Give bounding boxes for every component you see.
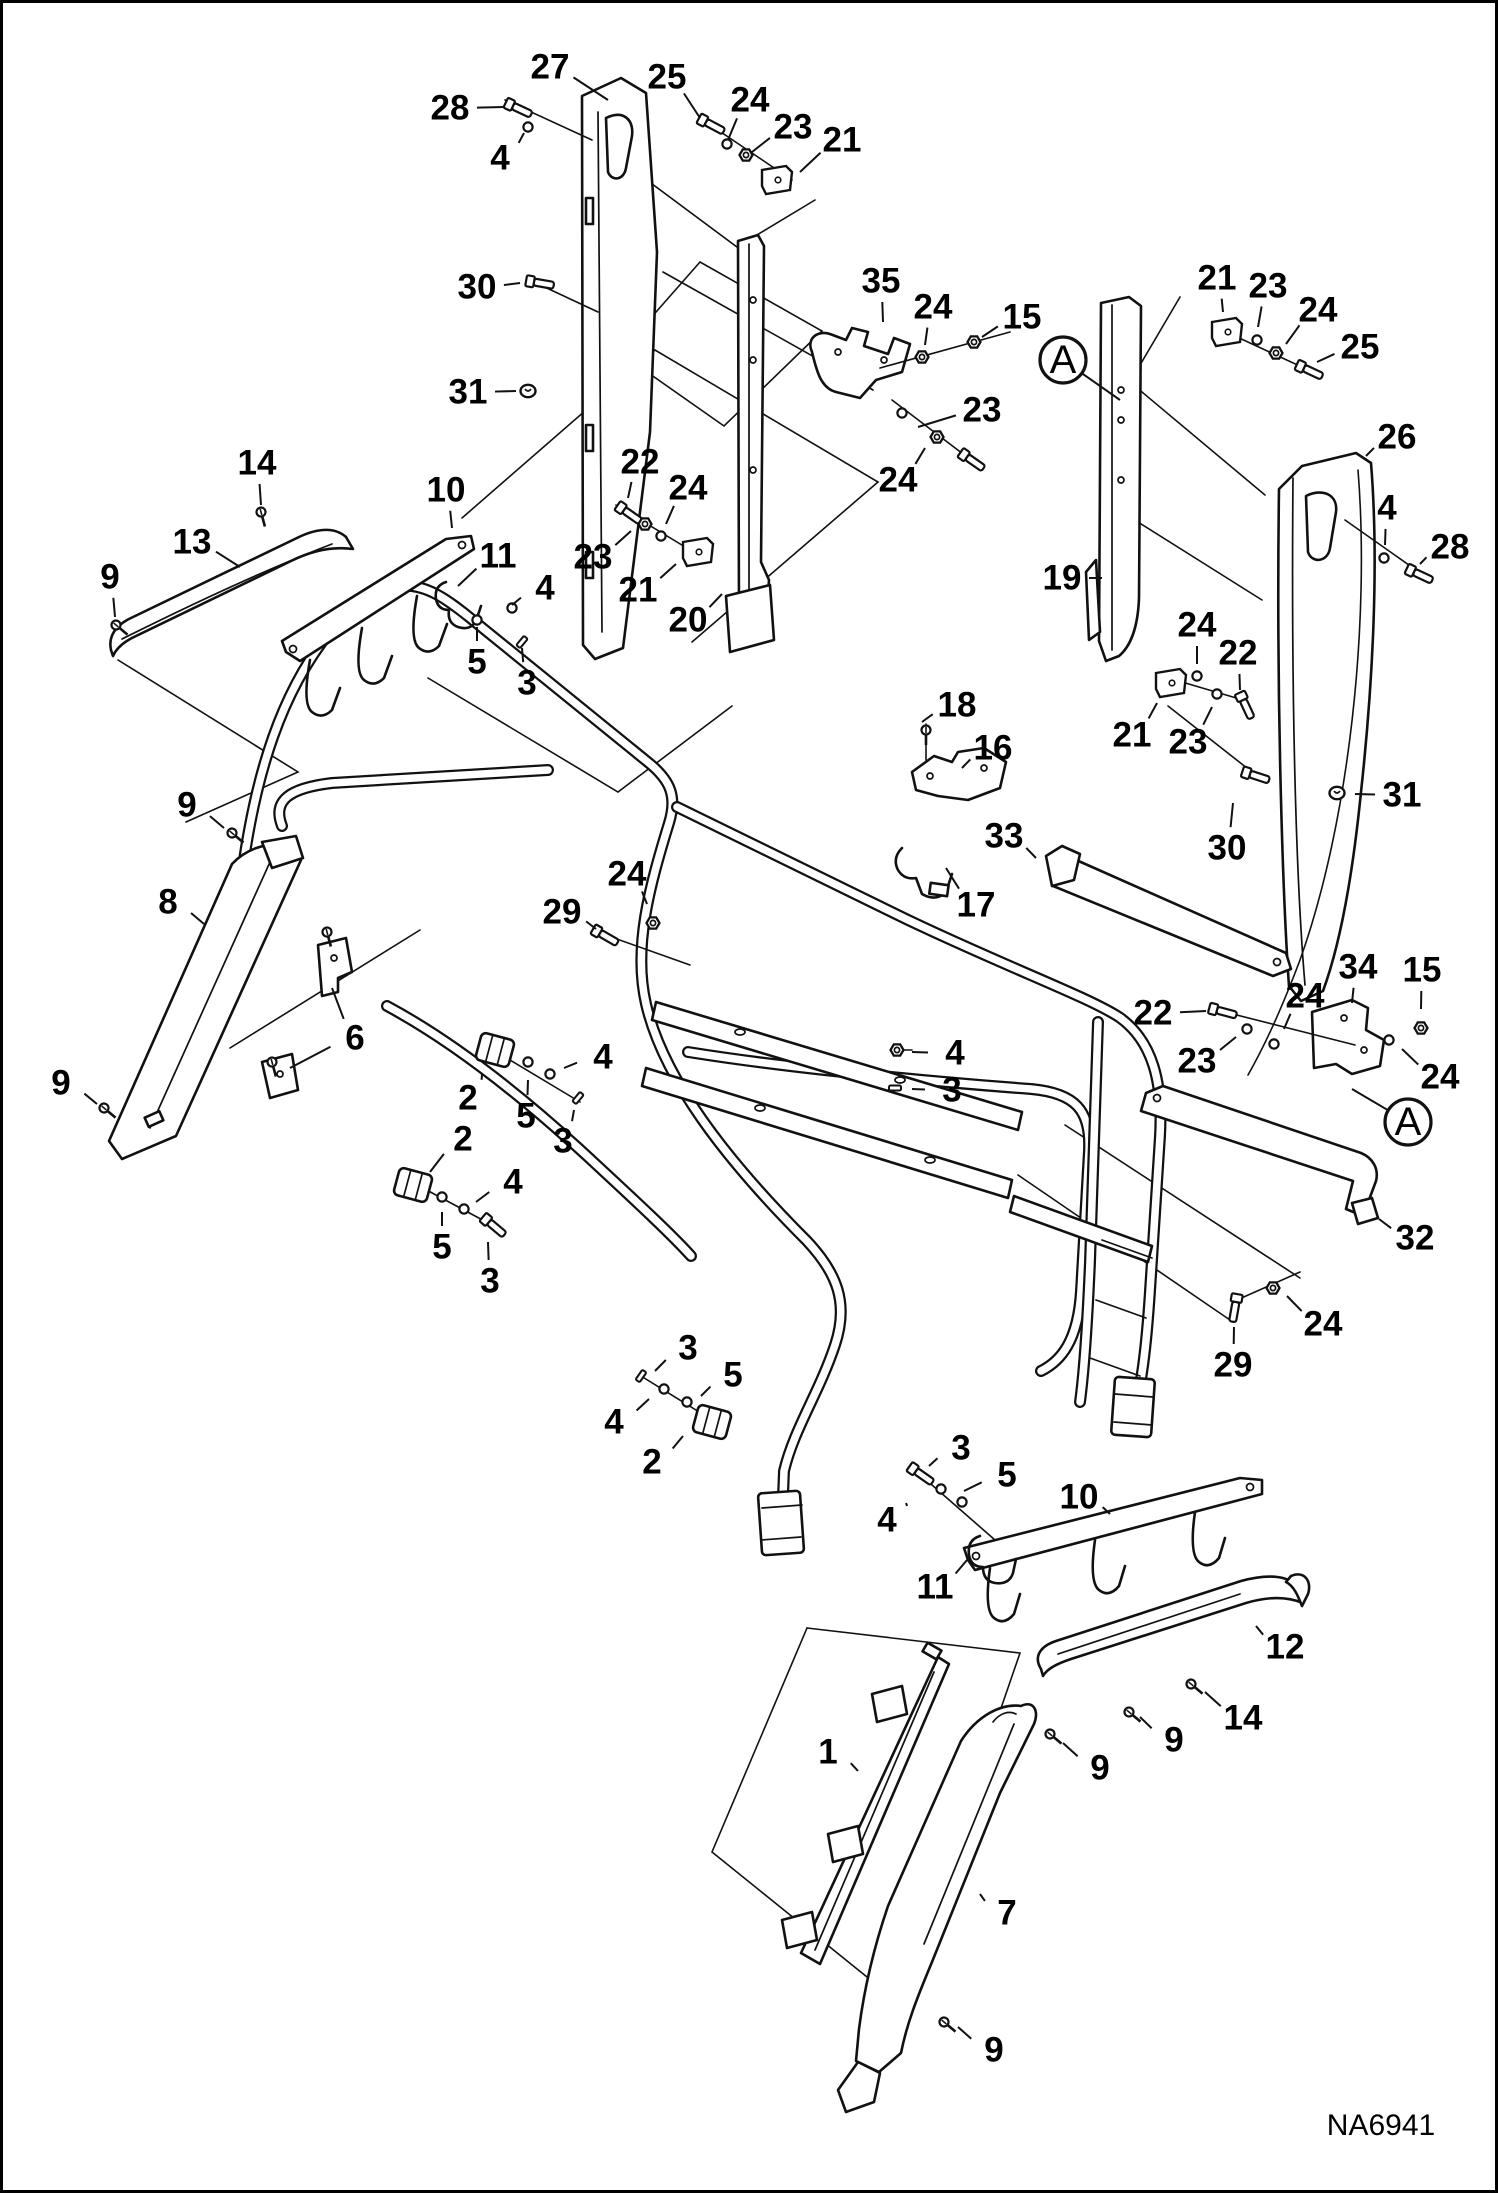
callout-label-22: 22 — [620, 442, 660, 482]
callout-label-24: 24 — [730, 80, 770, 120]
callout-label-28: 28 — [430, 88, 470, 128]
callout-leader — [882, 302, 883, 322]
callout-label-3: 3 — [678, 1328, 698, 1368]
callout-leader — [495, 391, 516, 392]
callout-label-23: 23 — [962, 390, 1002, 430]
hardware-bracket-icon — [762, 166, 792, 194]
callout-label-9: 9 — [177, 785, 197, 825]
callout-label-22: 22 — [1133, 993, 1173, 1033]
callout-label-24: 24 — [1420, 1057, 1460, 1097]
callout-leader — [912, 1052, 928, 1053]
callout-label-23: 23 — [773, 107, 813, 147]
callout-label-29: 29 — [542, 892, 582, 932]
hardware-washer-icon — [722, 139, 731, 148]
callout-label-21: 21 — [618, 570, 658, 610]
callout-label-4: 4 — [945, 1033, 965, 1073]
callout-label-34: 34 — [1338, 947, 1378, 987]
callout-label-27: 27 — [530, 47, 570, 87]
callout-label-4: 4 — [593, 1037, 613, 1077]
callout-label-22: 22 — [1218, 633, 1258, 673]
hardware-nut-icon — [931, 431, 944, 442]
callout-label-24: 24 — [668, 468, 708, 508]
callout-label-24: 24 — [1303, 1304, 1343, 1344]
callout-label-21: 21 — [1112, 715, 1152, 755]
callout-label-9: 9 — [100, 557, 120, 597]
callout-leader — [1385, 529, 1386, 545]
callout-leader — [522, 648, 523, 662]
callout-label-1: 1 — [818, 1732, 838, 1772]
callout-label-3: 3 — [480, 1261, 500, 1301]
callout-leader — [906, 1503, 907, 1506]
callout-label-5: 5 — [997, 1455, 1017, 1495]
callout-label-11: 11 — [479, 536, 517, 576]
callout-label-8: 8 — [158, 882, 178, 922]
callout-label-5: 5 — [467, 642, 487, 682]
callout-leader — [1239, 674, 1240, 690]
callout-label-31: 31 — [1382, 775, 1422, 815]
callout-label-23: 23 — [1248, 266, 1288, 306]
callout-leader — [488, 1242, 489, 1260]
callout-label-13: 13 — [172, 522, 212, 562]
callout-label-17: 17 — [956, 885, 996, 925]
callout-label-5: 5 — [723, 1355, 743, 1395]
callout-label-32: 32 — [1395, 1218, 1435, 1258]
callout-label-30: 30 — [457, 267, 497, 307]
hardware-washer-icon — [656, 531, 665, 540]
callout-label-4: 4 — [604, 1402, 624, 1442]
hardware-washer-icon — [545, 1069, 554, 1078]
callout-label-20: 20 — [668, 600, 708, 640]
callout-label-24: 24 — [1298, 290, 1338, 330]
callout-label-2: 2 — [453, 1119, 473, 1159]
callout-label-2: 2 — [642, 1442, 662, 1482]
callout-leader — [477, 107, 504, 108]
hardware-washer-icon — [523, 122, 532, 131]
callout-label-15: 15 — [1002, 297, 1042, 337]
hardware-grommet-icon — [521, 385, 536, 397]
hardware-washer-icon — [459, 1204, 468, 1213]
callout-leader — [1222, 299, 1223, 312]
hardware-nut-icon — [916, 351, 929, 362]
hardware-washer-icon — [897, 408, 906, 417]
callout-label-11: 11 — [916, 1567, 954, 1607]
callout-label-4: 4 — [1377, 488, 1397, 528]
callout-label-24: 24 — [1177, 605, 1217, 645]
callout-label-3: 3 — [942, 1070, 962, 1110]
hardware-nut-icon — [639, 518, 652, 529]
callout-label-19: 19 — [1042, 558, 1082, 598]
hardware-washer-icon — [1379, 553, 1388, 562]
callout-label-10: 10 — [426, 470, 466, 510]
hardware-washer-icon — [1212, 689, 1221, 698]
hardware-nut-icon — [1267, 1282, 1280, 1293]
hardware-washer-icon — [1242, 1024, 1251, 1033]
callout-label-4: 4 — [490, 138, 510, 178]
callout-label-31: 31 — [448, 372, 488, 412]
hardware-washer-icon — [437, 1192, 446, 1201]
callout-label-3: 3 — [951, 1428, 971, 1468]
callout-label-7: 7 — [997, 1893, 1017, 1933]
callout-label-23: 23 — [1177, 1041, 1217, 1081]
callout-leader — [1355, 794, 1375, 795]
hardware-nut-icon — [1415, 1022, 1428, 1033]
hardware-washer-icon — [1192, 671, 1201, 680]
hardware-washer-icon — [1384, 1035, 1393, 1044]
callout-label-24: 24 — [878, 460, 918, 500]
callout-label-3: 3 — [553, 1121, 573, 1161]
callout-label-23: 23 — [573, 537, 613, 577]
hardware-grommet-icon — [1330, 787, 1345, 799]
callout-label-26: 26 — [1377, 417, 1417, 457]
callout-label-9: 9 — [1164, 1720, 1184, 1760]
callout-label-9: 9 — [1090, 1748, 1110, 1788]
hardware-nut-icon — [891, 1044, 904, 1055]
callout-label-25: 25 — [647, 57, 687, 97]
hardware-washer-icon — [936, 1484, 945, 1493]
hardware-washer-icon — [1252, 335, 1261, 344]
callout-label-5: 5 — [516, 1096, 536, 1136]
callout-label-33: 33 — [984, 816, 1024, 856]
hardware-nut-icon — [740, 149, 753, 160]
callout-leader — [527, 1080, 528, 1095]
hardware-nut-icon — [968, 336, 981, 347]
hardware-washer-icon — [659, 1384, 668, 1393]
hardware-washer-icon — [682, 1397, 691, 1406]
callout-label-35: 35 — [861, 261, 901, 301]
callout-label-24: 24 — [913, 287, 953, 327]
callout-label-5: 5 — [432, 1227, 452, 1267]
callout-label-4: 4 — [877, 1500, 897, 1540]
callout-label-12: 12 — [1265, 1627, 1305, 1667]
callout-label-24: 24 — [607, 854, 647, 894]
callout-label-4: 4 — [535, 568, 555, 608]
hardware-washer-icon — [472, 615, 481, 624]
callout-label-24: 24 — [1285, 976, 1325, 1016]
callout-label-29: 29 — [1213, 1345, 1253, 1385]
callout-label-4: 4 — [503, 1162, 523, 1202]
callout-label-10: 10 — [1059, 1477, 1099, 1517]
hardware-bracket-icon — [1156, 669, 1186, 697]
callout-label-25: 25 — [1340, 327, 1380, 367]
callout-leader — [1180, 1011, 1206, 1012]
callout-label-21: 21 — [1197, 258, 1237, 298]
callout-label-28: 28 — [1430, 527, 1470, 567]
hardware-nut-icon — [647, 917, 660, 928]
callout-label-9: 9 — [984, 2030, 1004, 2070]
callout-label-16: 16 — [973, 728, 1013, 768]
callout-label-23: 23 — [1168, 722, 1208, 762]
callout-label-3: 3 — [517, 663, 537, 703]
hardware-washer-icon — [957, 1497, 966, 1506]
callout-label-21: 21 — [822, 120, 862, 160]
hardware-washer-icon — [1269, 1039, 1278, 1048]
callout-label-14: 14 — [1223, 1698, 1263, 1738]
callout-label-18: 18 — [937, 685, 977, 725]
svg-text:A: A — [1049, 338, 1077, 382]
hardware-nut-icon — [1270, 347, 1283, 358]
hardware-bracket-icon — [683, 538, 713, 566]
hardware-pin-icon — [889, 1086, 901, 1091]
hardware-washer-icon — [523, 1057, 532, 1066]
callout-label-14: 14 — [237, 443, 277, 483]
callout-label-15: 15 — [1402, 950, 1442, 990]
drawing-number: NA6941 — [1326, 2109, 1436, 2142]
callout-label-9: 9 — [51, 1063, 71, 1103]
svg-text:A: A — [1394, 1100, 1422, 1144]
callout-label-2: 2 — [458, 1078, 478, 1118]
callout-label-6: 6 — [345, 1018, 365, 1058]
callout-label-30: 30 — [1207, 828, 1247, 868]
hardware-bracket-icon — [1212, 318, 1242, 346]
